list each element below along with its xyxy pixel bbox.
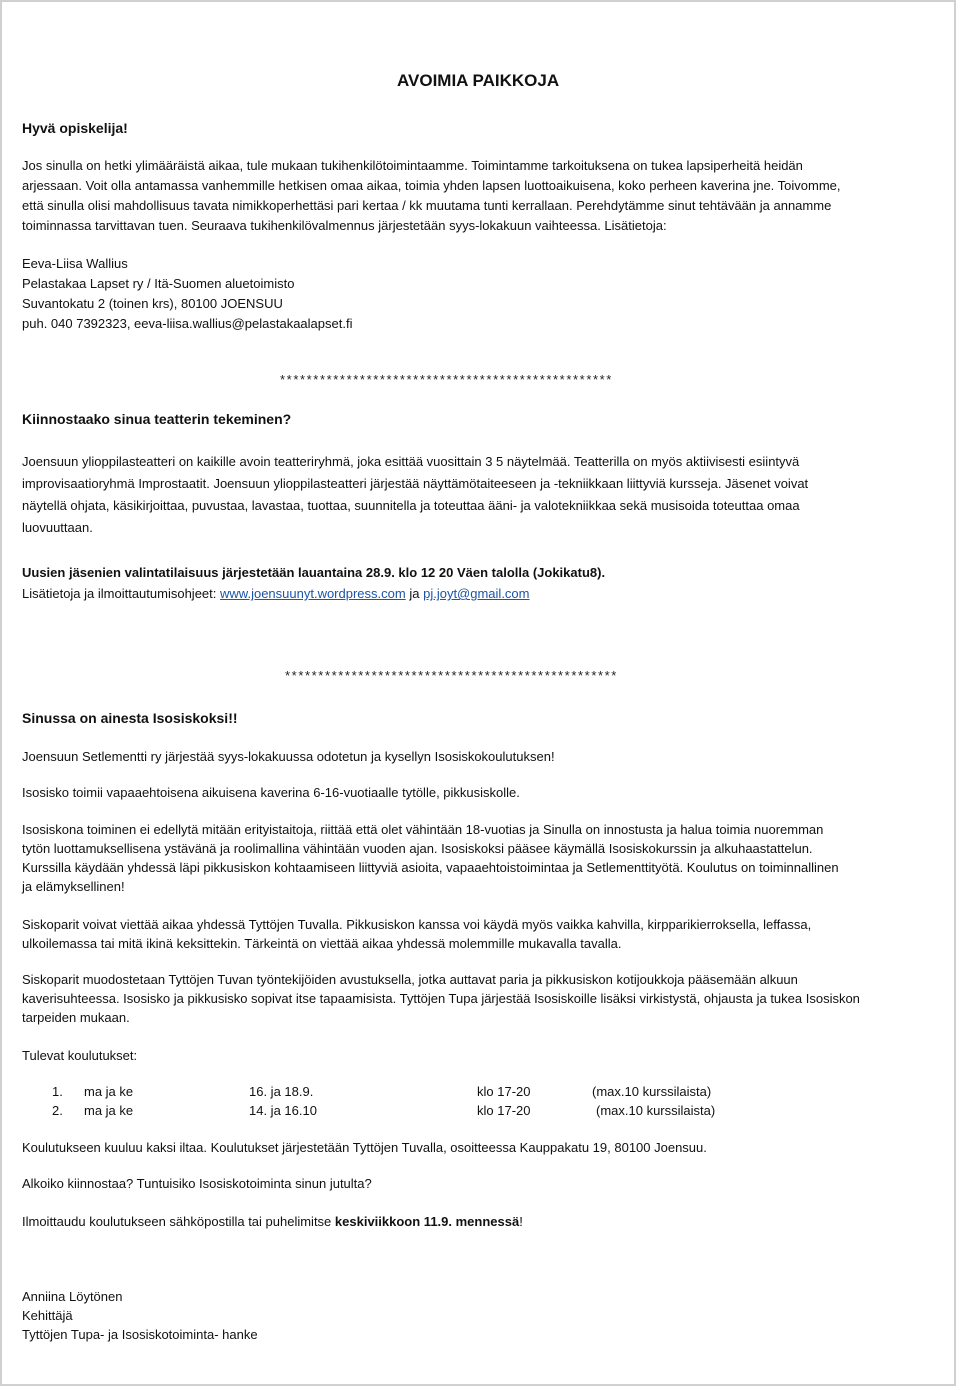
- intro-line: että sinulla olisi mahdollisuus tavata nimikkoperhettäsi pari kertaa / kk muutama tunti kerrallaan. Perehdytämme sinut tehtävään ja annamme: [22, 198, 832, 213]
- sister-p8: [22, 1212, 523, 1231]
- wordpress-link[interactable]: www.joensuunyt.wordpress.com: [220, 586, 406, 601]
- training-days: ma ja ke: [84, 1084, 134, 1099]
- theatre-line: Joensuun ylioppilasteatteri on kaikille avoin teatteriryhmä, joka esittää vuosittain 3 5 näytelmää. Teatterilla on myös aktiivisesti esiintyvä: [22, 454, 800, 469]
- sister-p3-line: Kurssilla käydään yhdessä läpi pikkusiskon kohtaamiseen liittyviä asioita, vapaaehtoistoimintaa ja Setlementtityötä. Koulutus on toiminnallinen: [22, 860, 839, 875]
- training-number: 2.: [52, 1103, 63, 1118]
- theatre-info-label: Lisätietoja ja ilmoittautumisohjeet:: [22, 586, 217, 601]
- sister-p8-text: Ilmoittaudu koulutukseen sähköpostilla tai puhelimitse: [22, 1214, 332, 1229]
- training-note: (max.10 kurssilaista): [592, 1084, 712, 1099]
- sister-p3-line: ja elämyksellinen!: [22, 879, 125, 894]
- theatre-info-and: ja: [409, 586, 420, 601]
- sister-p1: Joensuun Setlementti ry järjestää syys-lokakuussa odotetun ja kysellyn Isosiskokoulutuksen!: [22, 749, 555, 764]
- section-separator: **************************************************: [280, 372, 613, 387]
- contact-name: Eeva-Liisa Wallius: [22, 256, 128, 271]
- training-time: klo 17-20: [477, 1103, 531, 1118]
- contact-phone-email: puh. 040 7392323, eeva-liisa.wallius@pelastakaalapset.fi: [22, 316, 353, 331]
- page-title: AVOIMIA PAIKKOJA: [397, 71, 560, 90]
- sister-p6: Koulutukseen kuuluu kaksi iltaa. Koulutukset järjestetään Tyttöjen Tuvalla, osoitteessa Kauppakatu 19, 80100 Joensuu.: [22, 1140, 707, 1155]
- sister-p4-line: ulkoilemassa tai mitä ikinä keksittekin. Tärkeintä on viettää aikaa yhdessä molemmille mukavalla tavalla.: [22, 936, 622, 951]
- intro-line: arjessaan. Voit olla antamassa vanhemmille hetkisen omaa aikaa, toimia yhden lapsen luottoaikuisena, koko perheen kaverina jne. Toivomme,: [22, 178, 841, 193]
- theatre-event: Uusien jäsenien valintatilaisuus järjestetään lauantaina 28.9. klo 12 20 Väen talolla (Jokikatu8).: [22, 565, 606, 580]
- contact-org: Pelastakaa Lapset ry / Itä-Suomen aluetoimisto: [22, 276, 295, 291]
- section-separator: **************************************************: [285, 668, 618, 683]
- sister-p3-line: Isosiskona toiminen ei edellytä mitään erityistaitoja, riittää että olet vähintään 18-vuotias ja Sinulla on innostusta ja halua toimia nuoremman: [22, 822, 824, 837]
- deadline: keskiviikkoon 11.9. mennessä: [334, 1214, 520, 1229]
- theatre-info: [22, 584, 530, 603]
- sister-p5-line: kaverisuhteessa. Isosisko ja pikkusisko sopivat itse tapaamisista. Tyttöjen Tupa järjestää Isosiskoille lisäksi virkistystä, ohjausta ja tukea Isosiskon: [22, 991, 860, 1006]
- theatre-heading: Kiinnostaako sinua teatterin tekeminen?: [22, 411, 292, 427]
- theatre-line: luovuuttaan.: [22, 520, 93, 535]
- signature-name: Anniina Löytönen: [22, 1289, 123, 1304]
- trainings-label: Tulevat koulutukset:: [22, 1048, 138, 1063]
- training-note: (max.10 kurssilaista): [596, 1103, 716, 1118]
- sister-p4-line: Siskoparit voivat viettää aikaa yhdessä Tyttöjen Tuvalla. Pikkusiskon kanssa voi käydä myös vaikka kahvilla, kirpparikierroksella, leffassa,: [22, 917, 812, 932]
- sister-p2: Isosisko toimii vapaaehtoisena aikuisena kaverina 6-16-vuotiaalle tytölle, pikkusiskolle.: [22, 785, 520, 800]
- intro-line: Jos sinulla on hetki ylimääräistä aikaa, tule mukaan tukihenkilötoimintaamme. Toimintamme tarkoituksena on tukea lapsiperheitä heidän: [22, 158, 803, 173]
- sister-heading: Sinussa on ainesta Isosiskoksi!!: [22, 710, 238, 726]
- training-number: 1.: [52, 1084, 63, 1099]
- signature-project: Tyttöjen Tupa- ja Isosiskotoiminta- hanke: [22, 1327, 258, 1342]
- intro-line: toiminnassa tarvittavan tuen. Seuraava tukihenkilövalmennus järjestetään syys-lokakuun vaihteessa. Lisätietoja:: [22, 218, 667, 233]
- sister-p8-end: !: [519, 1214, 523, 1229]
- sister-p3-line: tytön luottamuksellisena ystävänä ja roolimallina vähintään vuoden ajan. Isosiskoksi pääsee käymällä Isosiskokurssin ja alkuhaastattelun.: [22, 841, 813, 856]
- greeting: Hyvä opiskelija!: [22, 120, 128, 136]
- sister-p5-line: Siskoparit muodostetaan Tyttöjen Tuvan työntekijöiden avustuksella, jotka auttavat paria ja pikkusiskon kotijoukkoja pääsemään alkuun: [22, 972, 798, 987]
- theatre-line: näytellä ohjata, käsikirjoittaa, puvustaa, lavastaa, tuottaa, suunnitella ja toteuttaa ääni- ja valotekniikkaa sekä musisoida toteuttaa omaa: [22, 498, 800, 513]
- training-days: ma ja ke: [84, 1103, 134, 1118]
- sister-p7: Alkoiko kiinnostaa? Tuntuisiko Isosiskotoiminta sinun jutulta?: [22, 1176, 372, 1191]
- sister-p5-line: tarpeiden mukaan.: [22, 1010, 130, 1025]
- theatre-line: improvisaatioryhmä Improstaatit. Joensuun ylioppilasteatteri järjestää näyttämötaiteeseen ja -tekniikkaan liittyviä kursseja. Jäsenet voivat: [22, 476, 809, 491]
- training-dates: 14. ja 16.10: [249, 1103, 317, 1118]
- contact-address: Suvantokatu 2 (toinen krs), 80100 JOENSUU: [22, 296, 283, 311]
- training-time: klo 17-20: [477, 1084, 531, 1099]
- email-link[interactable]: pj.joyt@gmail.com: [423, 586, 530, 601]
- signature-role: Kehittäjä: [22, 1308, 73, 1323]
- training-dates: 16. ja 18.9.: [249, 1084, 314, 1099]
